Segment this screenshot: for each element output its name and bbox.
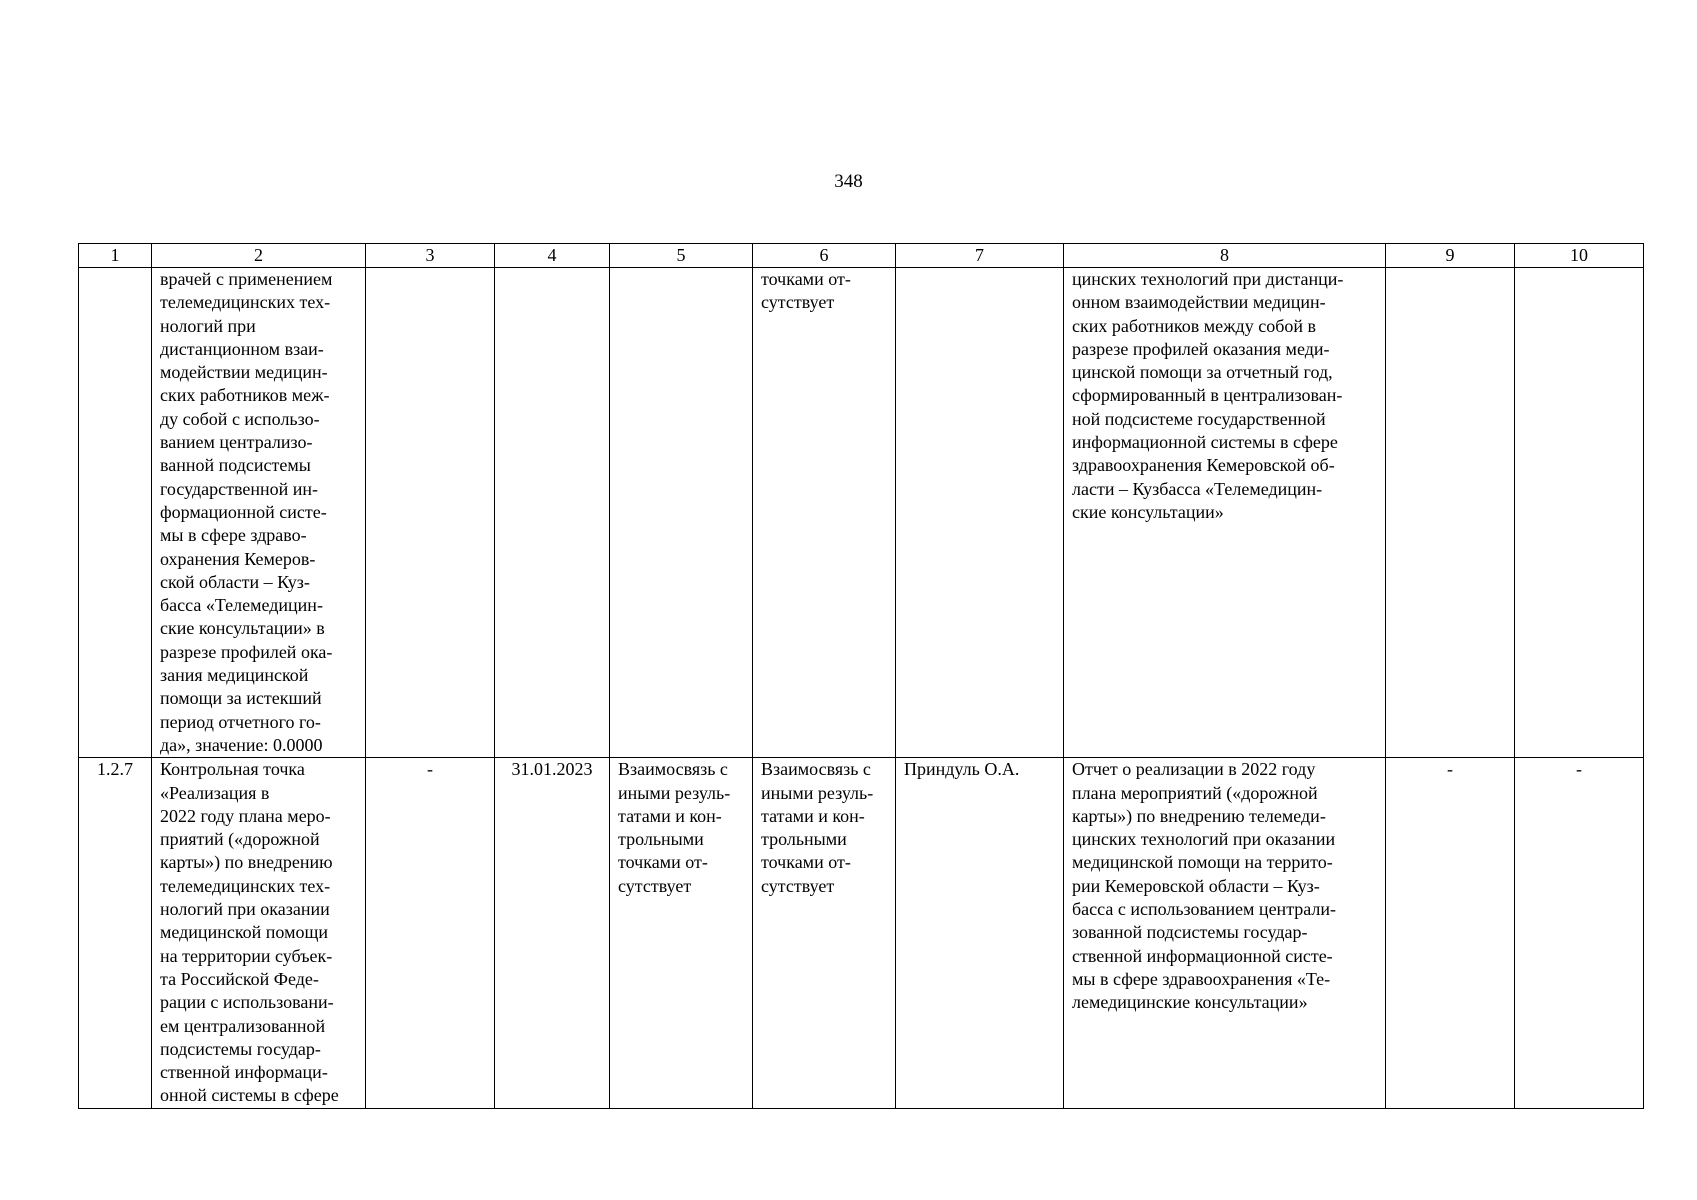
header-cell: 3	[366, 244, 495, 268]
header-cell: 2	[152, 244, 366, 268]
predecessor-cell	[610, 268, 753, 758]
col10-cell	[1515, 268, 1644, 758]
header-cell: 8	[1064, 244, 1386, 268]
start-date-cell	[366, 268, 495, 758]
responsible-cell: Приндуль О.А.	[896, 758, 1064, 1108]
description-cell: врачей с применением телемедицинских тех- нологий при дистанционном взаи- модействии медицин- ских работников меж- ду собой с использо- ванием централизо- ванной подсистемы государственной ин- формационной систе- мы в сфере здраво- охранения Кемеров- ской области – Куз- басса «Телемедицин- ские консультации» в разрезе профилей ока- зания медицинской помощи за истекший период отчетного го- да», значение: 0.0000	[152, 268, 366, 758]
start-date-cell: -	[366, 758, 495, 1108]
header-cell: 7	[896, 244, 1064, 268]
successor-cell: Взаимосвязь с иными резуль- татами и кон- трольными точками от- сутствует	[753, 758, 896, 1108]
responsible-cell	[896, 268, 1064, 758]
page-number: 348	[834, 171, 863, 192]
header-cell: 10	[1515, 244, 1644, 268]
description-cell: Контрольная точка «Реализация в 2022 году плана меро- приятий («дорожной карты») по внедрению телемедицинских тех- нологий при оказании медицинской помощи на территории субъек- та Российской Феде- рации с использовани- ем централизованной подсистемы государ- ственной информаци- онной системы в сфере	[152, 758, 366, 1108]
result-cell: Отчет о реализации в 2022 году плана мероприятий («дорожной карты») по внедрению телемеди- цинских технологий при оказании медицинской помощи на террито- рии Кемеровской области – Куз- басса с использованием централи- зованной подсистемы государ- ственной информационной систе- мы в сфере здравоохранения «Те- лемедицинские консультации»	[1064, 758, 1386, 1108]
header-cell: 9	[1386, 244, 1515, 268]
end-date-cell: 31.01.2023	[495, 758, 610, 1108]
successor-cell: точками от- сутствует	[753, 268, 896, 758]
plan-table	[78, 243, 1644, 1109]
header-cell: 4	[495, 244, 610, 268]
table-row	[79, 268, 1644, 758]
col10-cell: -	[1515, 758, 1644, 1108]
result-cell: цинских технологий при дистанци- онном взаимодействии медицин- ских работников между собой в разрезе профилей оказания меди- цинской помощи за отчетный год, сформированный в централизован- ной подсистеме государственной информационной системы в сфере здравоохранения Кемеровской об- ласти – Кузбасса «Телемедицин- ские консультации»	[1064, 268, 1386, 758]
header-cell: 1	[79, 244, 152, 268]
header-row	[79, 244, 1644, 268]
header-cell: 6	[753, 244, 896, 268]
end-date-cell	[495, 268, 610, 758]
predecessor-cell: Взаимосвязь с иными резуль- татами и кон- трольными точками от- сутствует	[610, 758, 753, 1108]
col9-cell	[1386, 268, 1515, 758]
row-number-cell	[79, 268, 152, 758]
col9-cell: -	[1386, 758, 1515, 1108]
table-row	[79, 758, 1644, 1108]
row-number-cell: 1.2.7	[79, 758, 152, 1108]
header-cell: 5	[610, 244, 753, 268]
